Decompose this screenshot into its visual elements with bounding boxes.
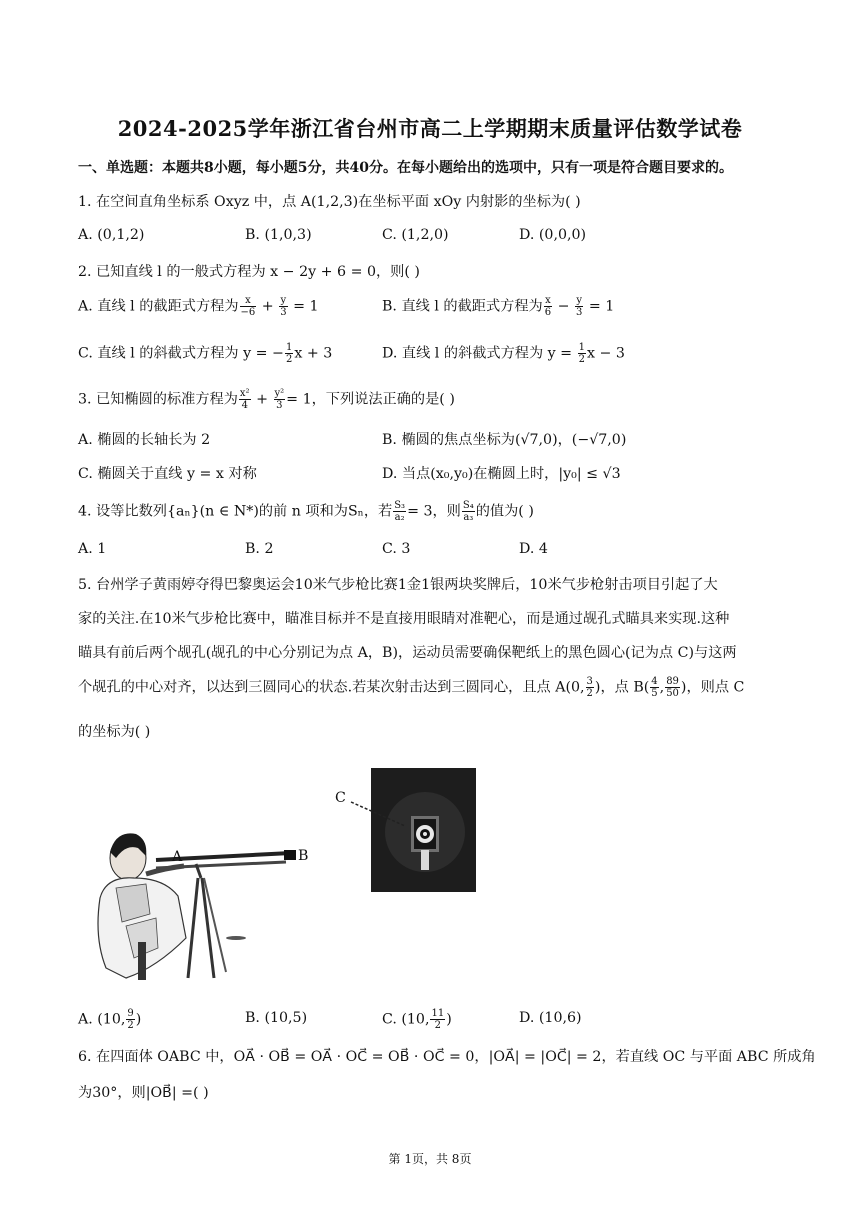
question-3-stem: 3. 已知椭圆的标准方程为 $\frac{\text{x²}}{4}$ + $\frac{\text{y²}}{3}$ = 1，下列说法正确的是( ) xyxy=(78,388,455,411)
question-5-line-1: 5. 台州学子黄雨婷夺得巴黎奥运会10米气步枪比赛1金1银两块奖牌后，10米气步枪射击项目引起了大 xyxy=(78,577,718,593)
question-5-option-b: B. (10,5) xyxy=(245,1010,308,1026)
q4-stem-pre: 4. 设等比数列{aₙ}(n ∈ N*)的前 n 项和为Sₙ，若 xyxy=(78,503,393,520)
shooter-photo xyxy=(86,818,326,986)
option-d-tail: x − 3 xyxy=(586,345,625,362)
target-photo xyxy=(333,768,478,893)
question-4-stem: 4. 设等比数列{aₙ}(n ∈ N*)的前 n 项和为Sₙ，若 $\frac{\text{S₃}}{\text{a₂}}$ = 3，则 $\frac{\text{S₄}}{\text{a₃}}$ 的值为( ) xyxy=(78,500,534,523)
option-d-text: D. 直线 l 的斜截式方程为 y = xyxy=(382,345,577,362)
question-1-option-b: B. (1,0,3) xyxy=(245,227,312,243)
question-6-line-1: 6. 在四面体 OABC 中，OA⃗ · OB⃗ = OA⃗ · OC⃗ = OB⃗ · OC⃗ = 0，|OA⃗| = |OC⃗| = 2，若直线 OC 与平面 ABC 所成角 xyxy=(78,1049,816,1065)
option-a-text: A. 直线 l 的截距式方程为 xyxy=(78,298,239,315)
q4-stem-post: 的值为( ) xyxy=(475,503,534,520)
option-c-text: C. 直线 l 的斜截式方程为 y = − xyxy=(78,345,284,362)
q4-stem-mid: = 3，则 xyxy=(407,503,461,520)
exam-title: 2024-2025学年浙江省台州市高二上学期期末质量评估数学试卷 xyxy=(117,116,743,141)
question-3-option-d: D. 当点(x₀,y₀)在椭圆上时，|y₀| ≤ √3 xyxy=(382,466,621,482)
question-3-option-a: A. 椭圆的长轴长为 2 xyxy=(78,432,211,448)
option-c-tail: x + 3 xyxy=(294,345,333,362)
question-6-line-2: 为30°，则|OB⃗| =( ) xyxy=(78,1085,209,1101)
q5-option-a-pre: A. (10, xyxy=(78,1011,126,1028)
question-4-option-c: C. 3 xyxy=(382,541,411,557)
q5-l4-pre: 个觇孔的中心对齐，以达到三圆同心的状态.若某次射击达到三圆同心，且点 A(0, xyxy=(78,679,585,696)
question-5-line-4: 个觇孔的中心对齐，以达到三圆同心的状态.若某次射击达到三圆同心，且点 A(0, $\frac{3}{2}$ )，点 B( $\frac{4}{5}$ , $\frac{89}{50}$ )，则点 C xyxy=(78,676,745,699)
question-1-option-a: A. (0,1,2) xyxy=(78,227,145,243)
question-3-option-b: B. 椭圆的焦点坐标为(√7,0)，(−√7,0) xyxy=(382,432,627,448)
question-5-option-d: D. (10,6) xyxy=(519,1010,582,1026)
question-2-option-d: D. 直线 l 的斜截式方程为 y = $\frac{1}{2}$ x − 3 xyxy=(382,342,625,365)
question-5-line-5: 的坐标为( ) xyxy=(78,724,151,740)
q3-stem-post: = 1，下列说法正确的是( ) xyxy=(286,391,455,408)
question-4-option-d: D. 4 xyxy=(519,541,548,557)
question-1-option-c: C. (1,2,0) xyxy=(382,227,449,243)
q5-option-c-pre: C. (10, xyxy=(382,1011,430,1028)
question-3-option-c: C. 椭圆关于直线 y = x 对称 xyxy=(78,466,257,482)
q3-stem-pre: 3. 已知椭圆的标准方程为 xyxy=(78,391,238,408)
page-footer: 第 1页，共 8页 xyxy=(388,1152,472,1166)
question-5-option-a: A. (10, $\frac{9}{2}$ ) xyxy=(78,1008,142,1031)
question-5-line-3: 瞄具有前后两个觇孔(觇孔的中心分别记为点 A，B)，运动员需要确保靶纸上的黑色圆心(记为点 C)与这两 xyxy=(78,645,737,661)
label-b: B xyxy=(298,848,309,864)
question-4-option-b: B. 2 xyxy=(245,541,274,557)
option-b-text: B. 直线 l 的截距式方程为 xyxy=(382,298,543,315)
label-c: C xyxy=(335,790,346,806)
q5-l4-mid: )，点 B( xyxy=(594,679,650,696)
question-1-option-d: D. (0,0,0) xyxy=(519,227,587,243)
question-2-option-c: C. 直线 l 的斜截式方程为 y = − $\frac{1}{2}$ x + 3 xyxy=(78,342,333,365)
question-4-option-a: A. 1 xyxy=(78,541,107,557)
label-a: A xyxy=(172,849,183,865)
question-2-option-a: A. 直线 l 的截距式方程为 $\frac{x}{-6}$ + $\frac{y}{3}$ = 1 xyxy=(78,295,319,318)
section-heading: 一、单选题：本题共8小题，每小题5分，共40分。在每小题给出的选项中，只有一项是符合题目要求的。 xyxy=(78,160,733,176)
question-5-line-2: 家的关注.在10米气步枪比赛中，瞄准目标并不是直接用眼睛对准靶心，而是通过觇孔式瞄具来实现.这种 xyxy=(78,611,730,627)
question-1-stem: 1. 在空间直角坐标系 Oxyz 中，点 A(1,2,3)在坐标平面 xOy 内射影的坐标为( ) xyxy=(78,194,581,210)
question-2-option-b: B. 直线 l 的截距式方程为 $\frac{x}{6}$ − $\frac{y}{3}$ = 1 xyxy=(382,295,615,318)
q5-l4-post: )，则点 C xyxy=(680,679,745,696)
question-5-option-c: C. (10, $\frac{11}{2}$ ) xyxy=(382,1008,452,1031)
question-2-stem: 2. 已知直线 l 的一般式方程为 x − 2y + 6 = 0，则( ) xyxy=(78,264,420,280)
